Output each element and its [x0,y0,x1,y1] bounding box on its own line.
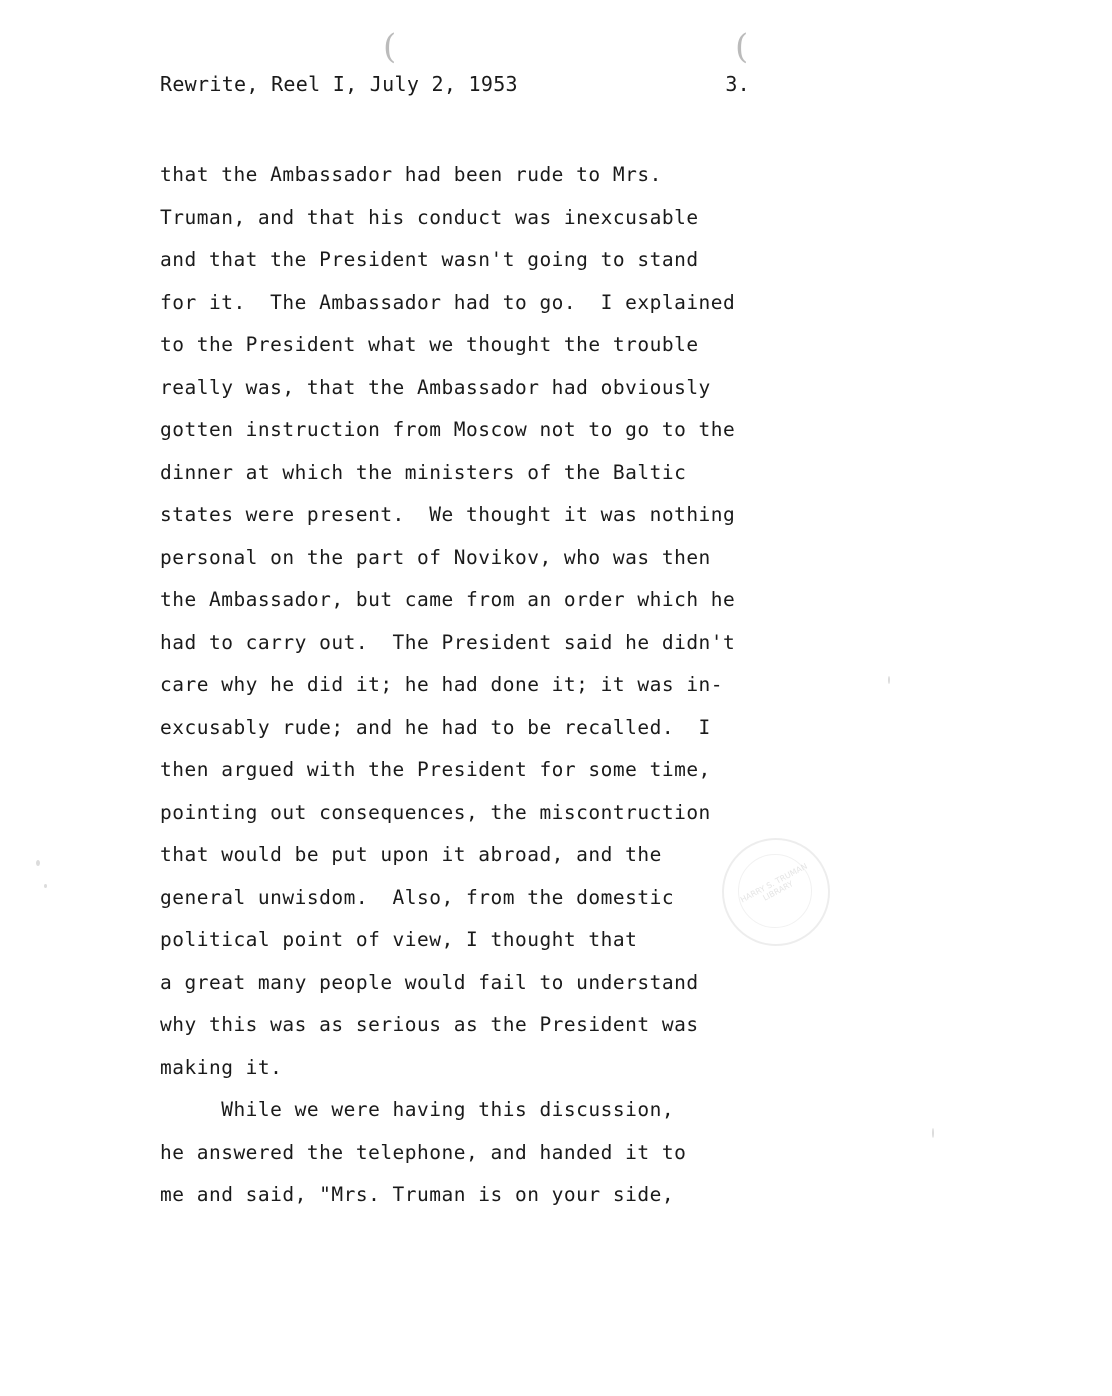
body-text [160,154,800,1217]
punch-mark-right: ( [735,27,749,67]
text-line: general unwisdom. Also, from the domestic [160,885,675,909]
text-line: care why he did it; he had done it; it was in- [160,673,724,696]
text-line: the Ambassador, but came from an order which he [160,588,736,611]
text-line: why this was as serious as the President was [160,1013,699,1036]
text-line: a great many people would fail to understand [160,970,699,994]
text-line: pointing out consequences, the miscontruction [160,800,711,824]
page-header [160,72,750,104]
text-line: that the Ambassador had been rude to Mrs. [160,163,662,186]
text-line: political point of view, I thought that [160,928,638,951]
text-line: for it. The Ambassador had to go. I explained [160,290,736,314]
text-line: he answered the telephone, and handed it to [160,1140,687,1164]
text-line: While we were having this discussion, [160,1098,675,1121]
text-line: excusably rude; and he had to be recalled. I [160,715,711,739]
text-line: making it. [160,1055,283,1079]
text-line: Truman, and that his conduct was inexcusable [160,205,699,229]
text-line: gotten instruction from Moscow not to go to the [160,418,736,441]
header-title: Rewrite, Reel I, July 2, 1953 [160,72,518,96]
text-line: dinner at which the ministers of the Baltic [160,460,687,484]
text-line: to the President what we thought the trouble [160,333,699,356]
library-stamp [722,838,830,946]
stamp-text: HARRY S. TRUMAN LIBRARY [738,861,809,905]
paper-speck [888,676,890,684]
text-line: had to carry out. The President said he didn't [160,630,736,654]
paper-speck [932,1128,934,1138]
page-number: 3. [725,72,750,96]
text-line: really was, that the Ambassador had obviously [160,375,711,399]
text-line: states were present. We thought it was nothing [160,503,736,526]
text-line: that would be put upon it abroad, and the [160,843,662,866]
punch-mark-left: ( [383,27,397,67]
paper-speck [36,860,40,866]
text-line: and that the President wasn't going to stand [160,248,699,271]
text-line: personal on the part of Novikov, who was then [160,545,711,569]
text-line: then argued with the President for some time, [160,758,711,781]
text-line: me and said, "Mrs. Truman is on your side, [160,1183,675,1206]
paper-speck [44,884,47,888]
